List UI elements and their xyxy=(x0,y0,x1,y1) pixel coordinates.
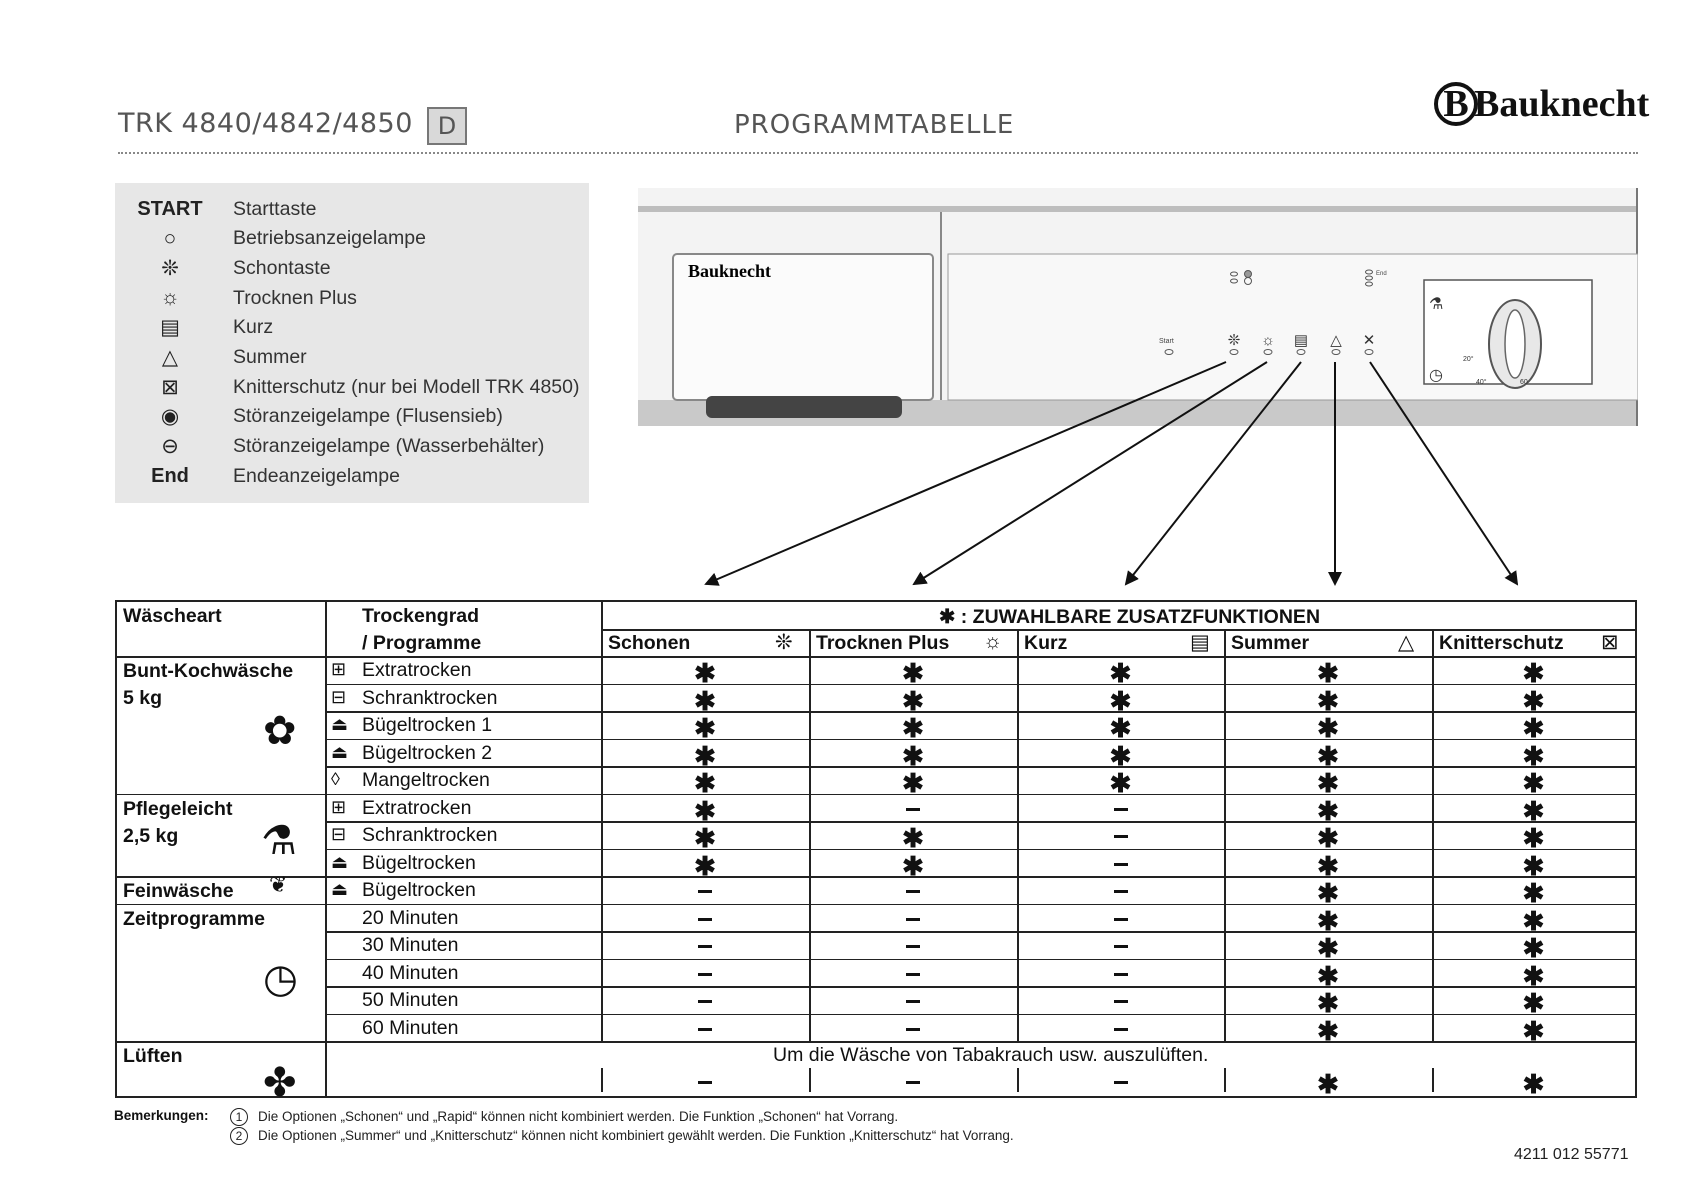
program-name: Bügeltrocken xyxy=(362,851,476,874)
table-rule xyxy=(1432,1068,1434,1092)
table-rule xyxy=(1017,1068,1019,1092)
remark-number: 2 xyxy=(230,1127,248,1145)
dash-mark xyxy=(698,1028,712,1031)
program-name: 20 Minuten xyxy=(362,906,459,929)
iron-icon: ⏏ xyxy=(331,879,349,899)
cupboard-icon: ⊟ xyxy=(331,824,347,844)
asterisk-mark: ✱ xyxy=(1317,878,1339,908)
anti-crease-icon: ⊠ xyxy=(1601,631,1619,654)
document-number: 4211 012 55771 xyxy=(1514,1146,1629,1163)
panel-dry-plus-icon: ☼ xyxy=(1261,332,1275,349)
asterisk-mark: ✱ xyxy=(1522,823,1545,853)
asterisk-mark: ✱ xyxy=(1317,850,1339,881)
asterisk-mark: ✱ xyxy=(902,685,924,716)
legend-label: Kurz xyxy=(233,316,274,339)
header-wascheart: Wäscheart xyxy=(123,605,222,627)
dash-mark xyxy=(1114,918,1128,921)
legend-label: Trocknen Plus xyxy=(233,286,357,309)
cupboard-plus-icon: ⊞ xyxy=(331,659,347,679)
table-rule xyxy=(325,821,1635,823)
asterisk-mark: ✱ xyxy=(694,850,716,881)
panel-end-label: End xyxy=(1376,271,1387,277)
iron-icon: ⏏ xyxy=(331,851,349,872)
dash-mark xyxy=(1114,1081,1128,1084)
table-rule xyxy=(325,986,1635,988)
group-weight: 2,5 kg xyxy=(123,824,179,847)
asterisk-mark: ✱ xyxy=(1317,1069,1339,1099)
indicator-lamp-icon: ○ xyxy=(163,226,177,250)
asterisk-mark: ✱ xyxy=(1317,905,1339,936)
panel-bell-icon: △ xyxy=(1330,332,1342,349)
asterisk-mark: ✱ xyxy=(694,795,716,826)
gentle-icon: ❊ xyxy=(161,256,179,280)
table-rule xyxy=(325,1041,327,1098)
table-rule xyxy=(809,1068,811,1092)
dash-mark xyxy=(698,973,712,976)
dial-label-60: 60 xyxy=(1520,379,1528,386)
asterisk-mark: ✱ xyxy=(1317,795,1339,826)
cupboard-plus-icon: ⊞ xyxy=(331,796,347,817)
brand-name: Bauknecht xyxy=(1474,83,1650,125)
asterisk-mark: ✱ xyxy=(1317,768,1339,798)
asterisk-mark: ✱ xyxy=(1522,658,1545,688)
program-name: Bügeltrocken xyxy=(362,879,476,901)
asterisk-mark: ✱ xyxy=(1522,905,1545,936)
asterisk-mark: ✱ xyxy=(902,768,924,798)
asterisk-mark: ✱ xyxy=(1522,850,1545,881)
asterisk-mark: ✱ xyxy=(902,850,924,881)
table-rule xyxy=(325,711,1635,713)
asterisk-mark: ✱ xyxy=(1522,685,1545,716)
dash-mark xyxy=(906,1081,920,1084)
remark-2 xyxy=(230,1127,1014,1145)
fan-icon: ✤ xyxy=(263,1061,297,1105)
asterisk-mark: ✱ xyxy=(1317,1015,1339,1046)
header-zusatzfunktionen: ✱ : ZUWAHLBARE ZUSATZFUNKTIONEN xyxy=(939,606,1321,628)
table-rule xyxy=(325,1014,1635,1016)
remark-text: Die Optionen „Schonen“ und „Rapid“ können nicht kombiniert werden. Die Funktion „Schonen“ hat Vorrang. xyxy=(258,1109,899,1124)
legend-label: Summer xyxy=(233,346,307,368)
gentle-icon: ❊ xyxy=(775,631,793,654)
option-header: Trocknen Plus xyxy=(816,632,950,654)
arrow-anti-crease xyxy=(1370,362,1517,584)
bell-icon: △ xyxy=(1398,631,1415,654)
panel-start-label: Start xyxy=(1159,338,1174,345)
asterisk-mark: ✱ xyxy=(1522,1015,1545,1046)
table-rule xyxy=(117,1041,1635,1043)
group-name: Lüften xyxy=(123,1045,183,1067)
table-rule xyxy=(325,959,1635,961)
table-rule xyxy=(325,739,1635,741)
dash-mark xyxy=(906,973,920,976)
dash-mark xyxy=(698,890,712,893)
dial-label-40: 40° xyxy=(1476,379,1487,386)
remark-text: Die Optionen „Summer“ und „Knitterschutz“ können nicht kombiniert gewählt werden. Die Funktion „Knitterschutz“ hat Vorrang. xyxy=(258,1128,1014,1143)
dash-mark xyxy=(906,1028,920,1031)
dash-mark xyxy=(906,808,920,811)
asterisk-mark: ✱ xyxy=(1522,795,1545,826)
asterisk-mark: ✱ xyxy=(1317,713,1339,743)
cupboard-icon: ⊟ xyxy=(331,686,347,707)
asterisk-mark: ✱ xyxy=(1317,658,1339,688)
asterisk-mark: ✱ xyxy=(1317,960,1339,991)
option-header: Summer xyxy=(1231,632,1310,654)
asterisk-mark: ✱ xyxy=(1109,740,1132,771)
dash-mark xyxy=(1114,1028,1128,1031)
asterisk-mark: ✱ xyxy=(694,768,716,798)
dash-mark xyxy=(1114,835,1128,838)
asterisk-mark: ✱ xyxy=(1317,685,1339,716)
asterisk-mark: ✱ xyxy=(1522,1069,1545,1099)
program-name: 50 Minuten xyxy=(362,989,459,1011)
group-name: Zeitprogramme xyxy=(123,907,265,930)
program-name: Extratrocken xyxy=(362,659,472,681)
asterisk-mark: ✱ xyxy=(694,740,716,771)
dash-mark xyxy=(1114,808,1128,811)
asterisk-mark: ✱ xyxy=(694,658,716,688)
dial-label-20: 20° xyxy=(1463,356,1474,363)
brand-b-icon: B xyxy=(1434,82,1478,126)
dash-mark xyxy=(1114,945,1128,948)
panel-short-icon: ▤ xyxy=(1293,332,1309,349)
iron-drop-icon: ⏏ xyxy=(331,714,349,734)
asterisk-mark: ✱ xyxy=(1522,713,1545,743)
water-lamp-icon: ⊖ xyxy=(161,435,179,459)
asterisk-mark: ✱ xyxy=(1522,768,1545,798)
legend-label: Schontaste xyxy=(233,256,331,279)
dash-mark xyxy=(1114,890,1128,893)
program-name: Schranktrocken xyxy=(362,824,498,846)
legend-label: Betriebsanzeigelampe xyxy=(233,227,426,250)
legend-label: Knitterschutz (nur bei Modell TRK 4850) xyxy=(233,375,580,398)
remarks-label: Bemerkungen: xyxy=(114,1108,209,1123)
dash-mark xyxy=(906,1000,920,1003)
dash-mark xyxy=(1114,973,1128,976)
option-header: Schonen xyxy=(608,632,691,654)
country-code-badge: D xyxy=(427,107,467,145)
option-header: Knitterschutz xyxy=(1439,632,1564,654)
legend-symbol-text: START xyxy=(137,197,203,220)
asterisk-mark: ✱ xyxy=(1522,960,1545,991)
delicates-icon: ❦ xyxy=(269,872,288,897)
drop-icon: ◊ xyxy=(331,769,340,789)
short-icon: ▤ xyxy=(1190,631,1210,654)
table-rule xyxy=(1432,629,1434,1041)
asterisk-mark: ✱ xyxy=(1317,933,1339,963)
asterisk-mark: ✱ xyxy=(694,685,716,716)
asterisk-mark: ✱ xyxy=(902,713,924,743)
dash-mark xyxy=(698,945,712,948)
clock-icon: ◷ xyxy=(263,956,298,1001)
table-rule xyxy=(601,1068,603,1092)
remark-number: 1 xyxy=(230,1108,248,1126)
remark-1 xyxy=(230,1108,898,1126)
group-name: Bunt-Kochwäsche xyxy=(123,660,294,682)
asterisk-mark: ✱ xyxy=(1109,768,1132,798)
table-rule xyxy=(325,766,1635,768)
asterisk-mark: ✱ xyxy=(902,658,924,688)
asterisk-mark: ✱ xyxy=(902,740,924,771)
asterisk-mark: ✱ xyxy=(694,823,716,853)
table-rule xyxy=(117,656,1635,658)
table-rule xyxy=(601,629,1635,631)
option-header: Kurz xyxy=(1024,632,1068,654)
table-rule xyxy=(1017,629,1019,1041)
program-name: 30 Minuten xyxy=(362,934,459,956)
asterisk-mark: ✱ xyxy=(694,713,716,743)
table-rule xyxy=(117,876,1635,878)
table-rule xyxy=(117,904,1635,906)
filter-lamp-icon: ◉ xyxy=(160,405,180,429)
synthetics-icon: ⚗ xyxy=(261,819,297,863)
dash-mark xyxy=(906,918,920,921)
legend-label: Störanzeigelampe (Flusensieb) xyxy=(233,405,503,428)
dry-plus-icon: ☼ xyxy=(160,286,180,310)
asterisk-mark: ✱ xyxy=(902,823,924,853)
table-rule xyxy=(1224,629,1226,1041)
program-name: Bügeltrocken 1 xyxy=(362,714,493,736)
dry-plus-icon: ☼ xyxy=(983,630,1003,653)
asterisk-mark: ✱ xyxy=(1317,988,1339,1018)
table-rule xyxy=(325,684,1635,686)
iron-drops-icon: ⏏ xyxy=(331,741,349,762)
dash-mark xyxy=(906,890,920,893)
asterisk-mark: ✱ xyxy=(1317,740,1339,771)
dash-mark xyxy=(1114,863,1128,866)
dash-mark xyxy=(698,918,712,921)
anti-crease-icon: ⊠ xyxy=(161,375,179,399)
page-title: PROGRAMMTABELLE xyxy=(734,110,1015,140)
dial-clock-icon: ◷ xyxy=(1429,367,1443,384)
dash-mark xyxy=(698,1000,712,1003)
legend-label: Starttaste xyxy=(233,197,317,220)
header-programme: / Programme xyxy=(362,632,482,654)
group-name: Feinwäsche xyxy=(123,880,234,902)
legend-label: Störanzeigelampe (Wasserbehälter) xyxy=(233,435,545,458)
short-icon: ▤ xyxy=(160,316,180,340)
asterisk-mark: ✱ xyxy=(1522,740,1545,771)
table-rule xyxy=(325,931,1635,933)
program-name: 40 Minuten xyxy=(362,961,459,984)
asterisk-mark: ✱ xyxy=(1109,658,1132,688)
program-name: Schranktrocken xyxy=(362,686,498,709)
panel-brand: Bauknecht xyxy=(688,261,772,281)
group-weight: 5 kg xyxy=(123,687,163,709)
model-number: TRK 4840/4842/4850 xyxy=(118,108,413,139)
program-name: Mangeltrocken xyxy=(362,769,490,791)
table-rule xyxy=(325,849,1635,851)
dial-synthetics-icon: ⚗ xyxy=(1429,296,1444,313)
table-rule xyxy=(809,629,811,1041)
header-trockengrad: Trockengrad xyxy=(362,605,480,627)
cotton-icon: ✿ xyxy=(263,709,297,753)
program-name: Bügeltrocken 2 xyxy=(362,741,493,764)
legend-symbol-text: End xyxy=(151,464,189,487)
dash-mark xyxy=(906,945,920,948)
program-table xyxy=(115,600,1637,1105)
dash-mark xyxy=(698,1081,712,1084)
asterisk-mark: ✱ xyxy=(1109,685,1132,716)
legend-label: Endeanzeigelampe xyxy=(233,464,400,487)
asterisk-mark: ✱ xyxy=(1522,878,1545,908)
program-name: 60 Minuten xyxy=(362,1016,459,1039)
asterisk-mark: ✱ xyxy=(1317,823,1339,853)
table-rule xyxy=(117,794,1635,796)
table-rule xyxy=(1224,1068,1226,1092)
program-name: Extratrocken xyxy=(362,796,472,819)
bell-icon: △ xyxy=(161,346,179,369)
dash-mark xyxy=(1114,1000,1128,1003)
luften-note: Um die Wäsche von Tabakrauch usw. auszulüften. xyxy=(773,1044,1209,1066)
panel-anti-crease-icon: ✕ xyxy=(1362,332,1376,349)
asterisk-mark: ✱ xyxy=(1109,713,1132,743)
panel-gentle-icon: ❊ xyxy=(1227,332,1241,349)
group-name: Pflegeleicht xyxy=(123,797,233,820)
asterisk-mark: ✱ xyxy=(1522,933,1545,963)
asterisk-mark: ✱ xyxy=(1522,988,1545,1018)
